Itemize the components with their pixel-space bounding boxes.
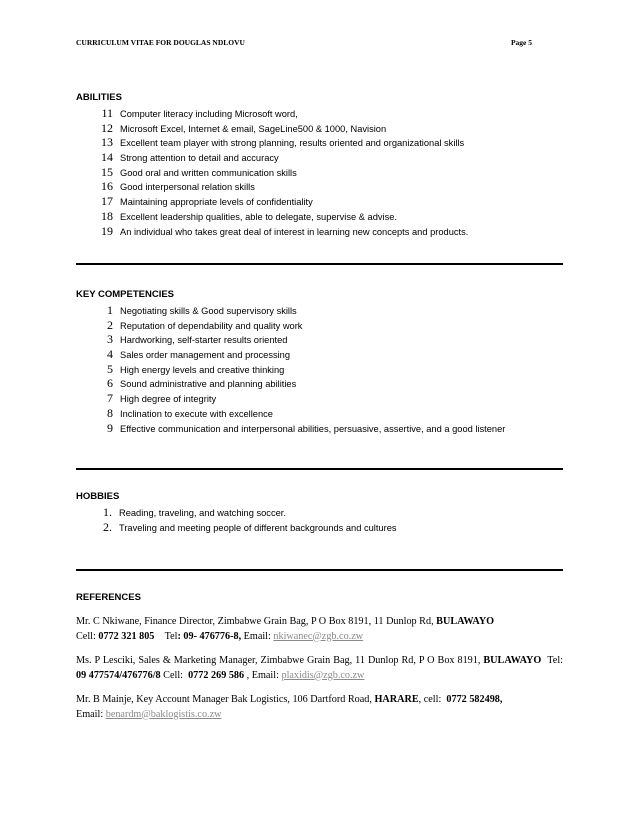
abilities-section [76, 92, 563, 238]
item-text: Sales order management and processing [120, 350, 291, 361]
item-number: 11 [101, 106, 113, 120]
list-item [76, 406, 563, 421]
list-item [76, 505, 563, 520]
email-link[interactable]: benardm@baklogistis.co.zw [105, 708, 222, 720]
item-number: 8 [107, 405, 113, 420]
list-item [76, 347, 563, 362]
list-item [76, 209, 563, 224]
list-item [76, 135, 563, 150]
tel-label: Tel: [547, 655, 563, 666]
list-item [76, 106, 563, 121]
email-label: Email: [76, 708, 106, 720]
item-number: 7 [107, 391, 113, 406]
abilities-heading: ABILITIES [76, 92, 122, 103]
item-text: Strong attention to detail and accuracy [120, 153, 279, 164]
list-item [76, 391, 563, 406]
item-text: High energy levels and creative thinking [120, 364, 285, 375]
list-item [76, 150, 563, 165]
list-item [76, 332, 563, 347]
list-item [76, 224, 563, 239]
section-divider [76, 263, 563, 265]
item-text: Maintaining appropriate levels of confidentiality [120, 197, 313, 208]
reference-1 [76, 615, 563, 644]
page-header [76, 38, 532, 47]
item-text: Inclination to execute with excellence [120, 408, 273, 419]
email-label: , Email: [244, 669, 282, 681]
hobbies-section [76, 491, 563, 534]
item-number: 3 [107, 332, 113, 347]
reference-text: Mr. B Mainje, Key Account Manager Bak Logistics, 106 Dartford Road, [76, 694, 375, 705]
list-item [76, 362, 563, 377]
tel-label: Tel [164, 630, 178, 642]
email-link[interactable]: plaxidis@zgb.co.zw [281, 669, 365, 681]
item-number: 17 [101, 194, 113, 209]
cell-label: Cell: [76, 630, 99, 642]
header-title: CURRICULUM VITAE FOR DOUGLAS NDLOVU [76, 38, 245, 47]
reference-text: Ms. P Lesciki, Sales & Marketing Manager, Zimbabwe Grain Bag, 11 Dunlop Rd, P O Box 8191, [76, 655, 484, 666]
section-divider [76, 468, 563, 470]
item-number: 6 [107, 376, 113, 391]
list-item [76, 303, 563, 318]
item-number: 15 [101, 164, 113, 179]
list-item [76, 520, 563, 535]
item-number: 2. [103, 519, 112, 534]
item-number: 1 [107, 303, 113, 317]
item-number: 1. [103, 505, 112, 519]
list-item [76, 165, 563, 180]
cell-number: 0772 269 586 [188, 669, 245, 681]
abilities-list [76, 106, 563, 238]
item-number: 13 [101, 135, 113, 150]
competencies-list [76, 303, 563, 435]
item-number: 5 [107, 361, 113, 376]
item-text: Good interpersonal relation skills [120, 182, 255, 193]
reference-city: BULAWAYO [436, 616, 495, 627]
item-text: High degree of integrity [120, 394, 217, 405]
page-number: Page 5 [510, 38, 532, 47]
competencies-heading: KEY COMPETENCIES [76, 289, 175, 300]
references-list [76, 615, 563, 722]
email-link[interactable]: nkiwanec@zgb.co.zw [273, 630, 364, 642]
list-item [76, 318, 563, 333]
list-item [76, 376, 563, 391]
item-number: 18 [101, 208, 113, 223]
cell-number: 0772 582498, [446, 694, 503, 705]
reference-2 [76, 654, 563, 683]
list-item [76, 421, 563, 436]
item-text: Traveling and meeting people of different backgrounds and cultures [119, 522, 397, 533]
item-number: 16 [101, 179, 113, 194]
reference-3 [76, 693, 563, 722]
email-label: Email: [241, 630, 274, 642]
item-text: Computer literacy including Microsoft word, [120, 109, 298, 119]
section-divider [76, 569, 563, 571]
item-text: Hardworking, self-starter results oriented [120, 335, 288, 346]
cell-label: Cell: [160, 669, 186, 681]
reference-city: HARARE [374, 694, 419, 705]
reference-text: Mr. C Nkiwane, Finance Director, Zimbabwe Grain Bag, P O Box 8191, 11 Dunlop Rd, [76, 616, 437, 627]
hobbies-heading: HOBBIES [76, 491, 120, 502]
item-text: An individual who takes great deal of interest in learning new concepts and products. [120, 226, 469, 237]
item-text: Excellent leadership qualities, able to delegate, supervise & advise. [120, 211, 398, 222]
list-item [76, 179, 563, 194]
item-text: Reading, traveling, and watching soccer. [119, 508, 286, 518]
tel-number: : 09- 476776-8, [177, 630, 242, 642]
item-number: 4 [107, 347, 113, 362]
hobbies-list [76, 505, 563, 534]
item-number: 2 [107, 317, 113, 332]
item-text: Microsoft Excel, Internet & email, SageLine500 & 1000, Navision [120, 123, 387, 134]
list-item [76, 194, 563, 209]
references-heading: REFERENCES [76, 592, 141, 603]
item-text: Reputation of dependability and quality work [120, 320, 303, 331]
item-text: Good oral and written communication skills [120, 167, 297, 178]
item-text: Excellent team player with strong planning, results oriented and organizational skills [120, 138, 465, 149]
references-section [76, 592, 563, 732]
tel-number: 09 477574/476776/8 [76, 669, 161, 681]
competencies-section [76, 289, 563, 435]
item-number: 12 [101, 120, 113, 135]
reference-city: BULAWAYO [483, 655, 542, 666]
item-number: 14 [101, 150, 113, 165]
item-text: Negotiating skills & Good supervisory skills [120, 306, 297, 316]
cell-label: , cell: [418, 694, 444, 705]
item-number: 19 [101, 223, 113, 238]
item-number: 9 [107, 420, 113, 435]
item-text: Effective communication and interpersonal abilities, persuasive, assertive, and a good listener [120, 423, 506, 434]
item-text: Sound administrative and planning abilities [120, 379, 297, 390]
list-item [76, 121, 563, 136]
cell-number: 0772 321 805 [98, 630, 155, 642]
